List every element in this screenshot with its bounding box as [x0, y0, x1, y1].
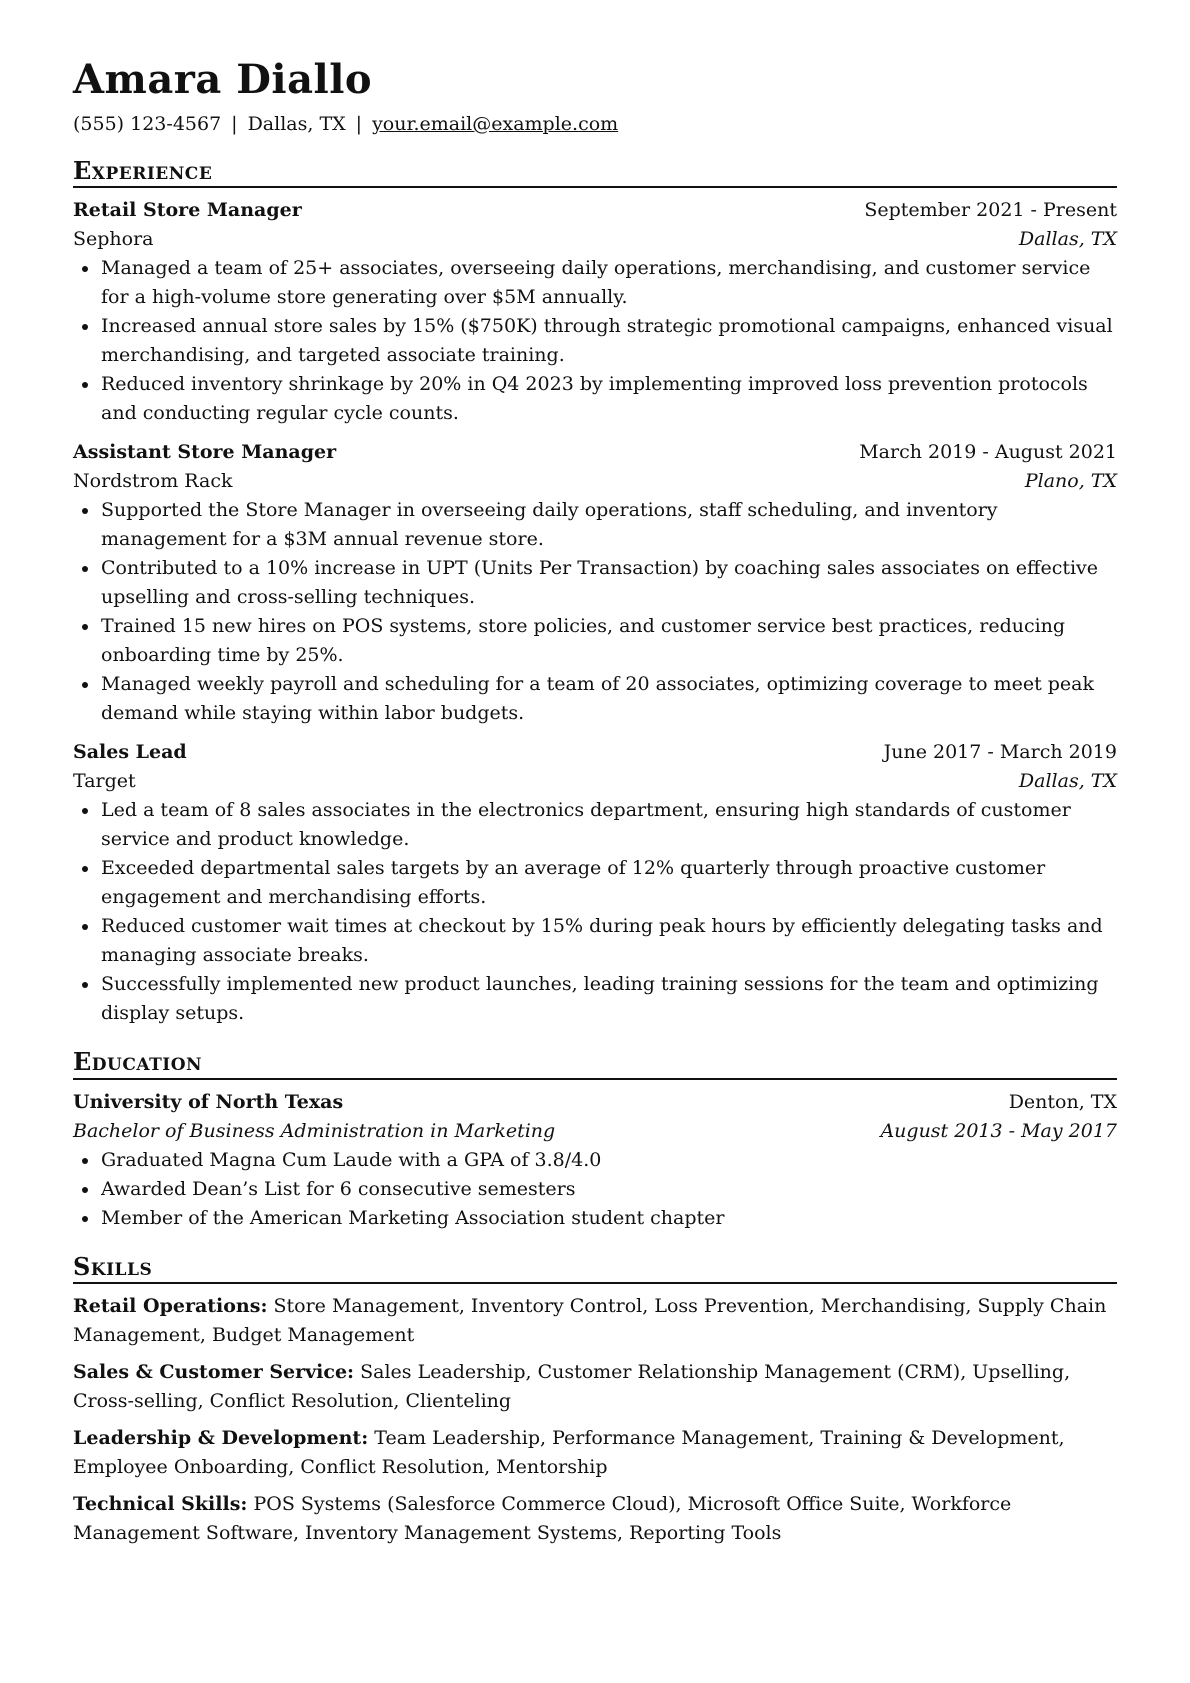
section-title-experience: Experience [73, 157, 1117, 189]
company-name: Nordstrom Rack [73, 470, 233, 493]
education-entry [73, 1088, 1117, 1233]
job-location: Dallas, TX [1018, 770, 1117, 793]
skill-label: Technical Skills: [73, 1493, 248, 1516]
section-title-skills: Skills [73, 1253, 1117, 1285]
bullet-item: • Trained 15 new hires on POS systems, store policies, and customer service best practices, reducing onboarding time by 25%. [100, 612, 1117, 670]
bullet-item: • Reduced customer wait times at checkout by 15% during peak hours by efficiently delegating tasks and managing associate breaks. [100, 912, 1117, 970]
skill-text: Store Management, Inventory Control, Loss Prevention, Merchandising, Supply Chain Management, Budget Management [73, 1295, 1107, 1347]
bullet-list [73, 1146, 1117, 1233]
bullet-item: • Managed a team of 25+ associates, overseeing daily operations, merchandising, and customer service for a high-volume store generating over $5M annually. [100, 254, 1117, 312]
job-title: Sales Lead [73, 741, 187, 764]
location: Dallas, TX [247, 113, 346, 135]
separator: | [355, 113, 363, 135]
bullet-list [73, 796, 1117, 1028]
skill-label: Sales & Customer Service: [73, 1361, 355, 1384]
skill-group [73, 1358, 1117, 1416]
skill-group [73, 1292, 1117, 1350]
job-dates: March 2019 - August 2021 [859, 441, 1117, 464]
bullet-item: • Reduced inventory shrinkage by 20% in Q4 2023 by implementing improved loss prevention protocols and conducting regular cycle counts. [100, 370, 1117, 428]
bullet-list [73, 254, 1117, 428]
bullet-item: • Supported the Store Manager in overseeing daily operations, staff scheduling, and inventory management for a $3M annual revenue store. [100, 496, 1117, 554]
skill-text: Team Leadership, Performance Management, Training & Development, Employee Onboarding, Conflict Resolution, Mentorship [73, 1427, 1065, 1479]
skill-text: Sales Leadership, Customer Relationship Management (CRM), Upselling, Cross-selling, Conflict Resolution, Clienteling [73, 1361, 1071, 1413]
bullet-item: • Led a team of 8 sales associates in the electronics department, ensuring high standards of customer service and product knowledge. [100, 796, 1117, 854]
candidate-name: Amara Diallo [73, 56, 373, 103]
bullet-item: • Graduated Magna Cum Laude with a GPA of 3.8/4.0 [100, 1146, 1117, 1175]
experience-entry [73, 196, 1117, 428]
education-dates: August 2013 - May 2017 [880, 1119, 1117, 1142]
company-name: Target [73, 770, 136, 793]
school-name: University of North Texas [73, 1090, 344, 1113]
job-location: Plano, TX [1024, 470, 1117, 493]
bullet-item: • Contributed to a 10% increase in UPT (Units Per Transaction) by coaching sales associates on effective upselling and cross-selling techniques. [100, 554, 1117, 612]
contact-line [73, 112, 1117, 137]
bullet-item: • Successfully implemented new product launches, leading training sessions for the team and optimizing display setups. [100, 970, 1117, 1028]
school-location: Denton, TX [1008, 1090, 1117, 1113]
section-title-education: Education [73, 1048, 1117, 1080]
email-link[interactable]: your.email@example.com [372, 113, 619, 135]
skill-group [73, 1490, 1117, 1548]
bullet-item: • Member of the American Marketing Association student chapter [100, 1204, 1117, 1233]
experience-entry [73, 738, 1117, 1028]
bullet-item: • Exceeded departmental sales targets by an average of 12% quarterly through proactive customer engagement and merchandising efforts. [100, 854, 1117, 912]
company-name: Sephora [73, 228, 154, 251]
skill-label: Leadership & Development: [73, 1427, 369, 1450]
skill-label: Retail Operations: [73, 1295, 268, 1318]
skill-text: POS Systems (Salesforce Commerce Cloud), Microsoft Office Suite, Workforce Management Software, Inventory Management Systems, Reporting Tools [73, 1493, 1012, 1545]
degree: Bachelor of Business Administration in Marketing [73, 1119, 556, 1142]
skill-group [73, 1424, 1117, 1482]
bullet-item: • Awarded Dean’s List for 6 consecutive semesters [100, 1175, 1117, 1204]
job-title: Assistant Store Manager [73, 441, 337, 464]
experience-entry [73, 438, 1117, 728]
phone: (555) 123-4567 [73, 113, 222, 135]
job-dates: September 2021 - Present [864, 199, 1117, 222]
job-location: Dallas, TX [1018, 228, 1117, 251]
job-title: Retail Store Manager [73, 199, 302, 222]
bullet-list [73, 496, 1117, 728]
bullet-item: • Increased annual store sales by 15% ($750K) through strategic promotional campaigns, enhanced visual merchandising, and targeted associate training. [100, 312, 1117, 370]
bullet-item: • Managed weekly payroll and scheduling for a team of 20 associates, optimizing coverage to meet peak demand while staying within labor budgets. [100, 670, 1117, 728]
separator: | [231, 113, 238, 135]
job-dates: June 2017 - March 2019 [883, 741, 1117, 764]
